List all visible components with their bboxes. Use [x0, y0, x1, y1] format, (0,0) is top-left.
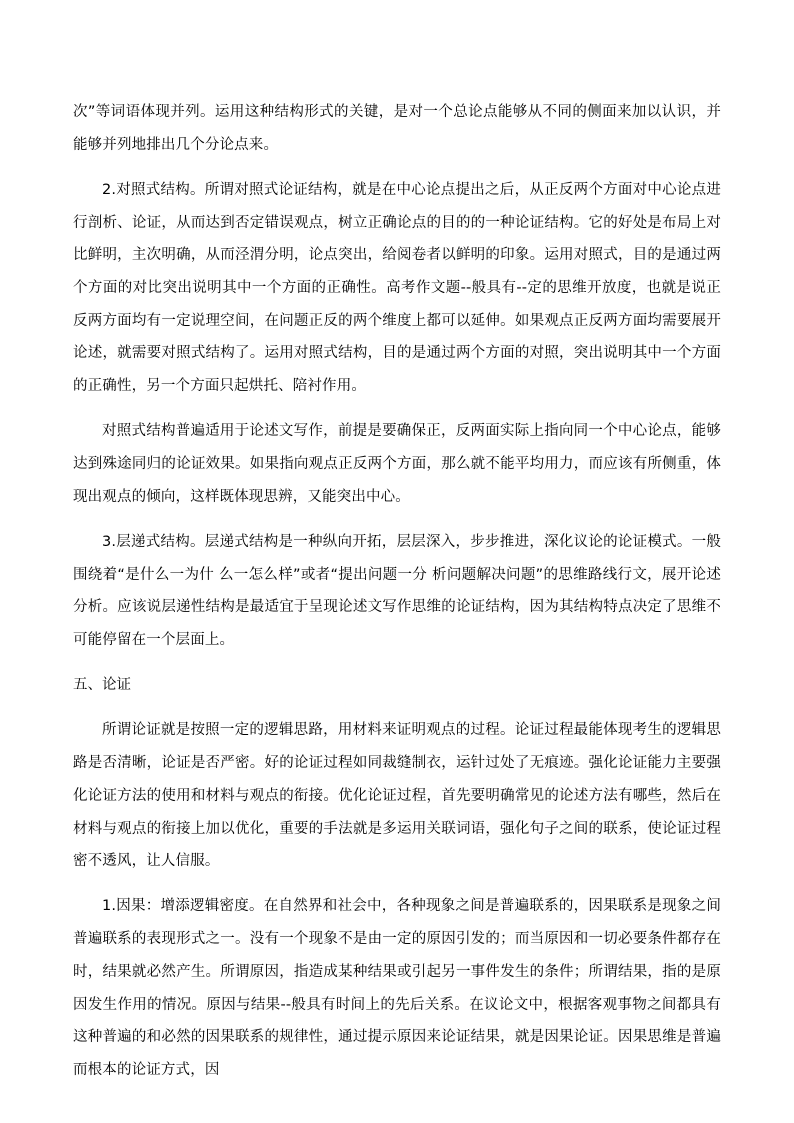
paragraph-argumentation-definition: 所谓论证就是按照一定的逻辑思路，用材料来证明观点的过程。论证过程最能体现考生的逻辑思路是否清晰，论证是否严密。好的论证过程如同裁缝制衣，运针过处了无痕迹。强化论证能力主要强化论证方法的使用和材料与观点的衔接。优化论证过程，首先要明确常见的论述方法有哪些，然后在材料与观点的衔接上加以优化，重要的手法就是多运用关联词语，强化句子之间的联系，使论证过程密不透风，让人信服。 — [73, 722, 721, 870]
paragraph-gap — [73, 657, 721, 670]
paragraph-parallel-structure-end: 次”等词语体现并列。运用这种结构形式的关键，是对一个总论点能够从不同的侧面来加以认识，并能够并列地排出几个分论点来。 — [73, 104, 721, 153]
paragraph-gap — [73, 403, 721, 416]
paragraph-gap — [73, 878, 721, 891]
paragraph-gap — [73, 702, 721, 715]
paragraph-gap — [73, 513, 721, 526]
paragraph-contrast-structure: 2.对照式结构。所谓对照式论证结构，就是在中心论点提出之后，从正反两个方面对中心论点进行剖析、论证，从而达到否定错误观点，树立正确论点的目的的一种论证结构。它的好处是布局上对比鲜明，主次明确，从而泾渭分明，论点突出，给阅卷者以鲜明的印象。运用对照式，目的是通过两个方面的对比突出说明其中一个方面的正确性。高考作文题--般具有--定的思维开放度，也就是说正反两方面均有一定说理空间，在问题正反的两个维度上都可以延伸。如果观点正反两方面均需要展开论述，就需要对照式结构了。运用对照式结构，目的是通过两个方面的对照，突出说明其中一个方面的正确性，另一个方面只起烘托、陪衬作用。 — [73, 181, 721, 395]
paragraph-contrast-usage: 对照式结构普遍适用于论述文写作，前提是要确保正，反两面实际上指向同一个中心论点，能够达到殊途同归的论证效果。如果指向观点正反两个方面，那么就不能平均用力，而应该有所侧重，体现出观点的倾向，这样既体现思辨，又能突出中心。 — [73, 423, 721, 505]
page-content — [73, 96, 721, 1087]
section-heading-argumentation: 五、论证 — [73, 677, 131, 694]
paragraph-gap — [73, 161, 721, 174]
paragraph-cause-effect: 1.因果：增添逻辑密度。在自然界和社会中，各种现象之间是普遍联系的，因果联系是现象之间普遍联系的表现形式之一。没有一个现象不是由一定的原因引发的；而当原因和一切必要条件都存在时，结果就必然产生。所谓原因，指造成某种结果或引起另一事件发生的条件；所谓结果，指的是原因发生作用的情况。原因与结果--般具有时间上的先后关系。在议论文中，根据客观事物之间都具有这种普遍的和必然的因果联系的规律性，通过提示原因来论证结果，就是因果论证。因果思维是普遍而根本的论证方式，因 — [73, 898, 721, 1078]
paragraph-progressive-structure: 3.层递式结构。层递式结构是一种纵向开拓，层层深入，步步推进，深化议论的论证模式。一般围绕着“是什么一为什 么一怎么样”或者“提出问题一分 析问题解决问题”的思维路线行文，展开论述分析。应该说层递性结构是最适宜于呈现论述文写作思维的论证结构，因为其结构特点决定了思维不可能停留在一个层面上。 — [73, 533, 721, 649]
